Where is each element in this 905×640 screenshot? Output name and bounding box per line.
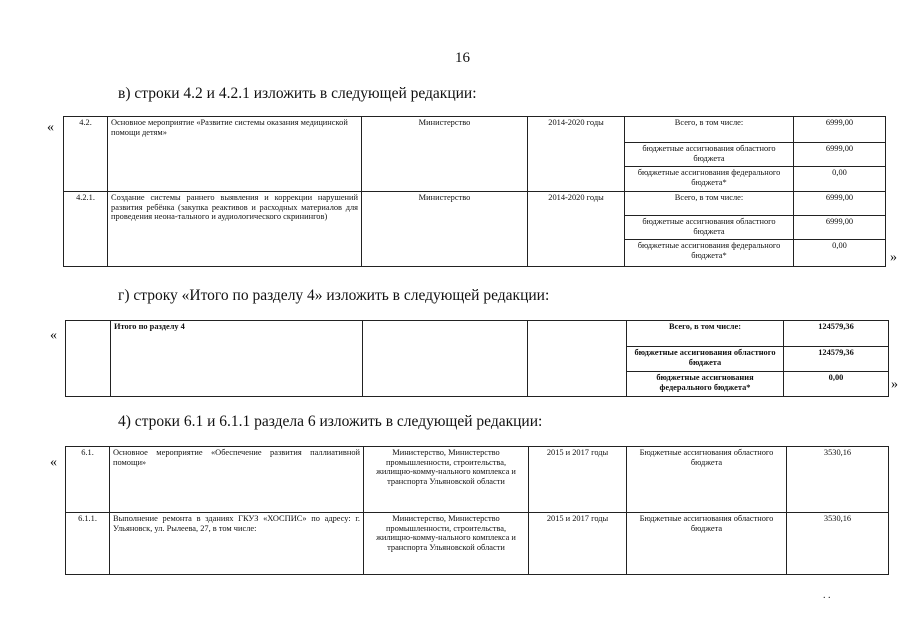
source-label: бюджетные ассигнования областного бюджета (625, 216, 794, 240)
period: 2015 и 2017 годы (529, 513, 627, 575)
table-row (64, 192, 886, 216)
section-g-heading: г) строку «Итого по разделу 4» изложить в следующей редакции: (118, 287, 550, 304)
row-number: 4.2. (64, 117, 108, 192)
period (528, 321, 627, 397)
close-quote: » (891, 377, 898, 392)
total-label: Итого по разделу 4 (111, 321, 363, 397)
row-number (66, 321, 111, 397)
table-row (66, 321, 889, 347)
source-label: Всего, в том числе: (625, 117, 794, 143)
amount: 3530,16 (787, 513, 889, 575)
source-label: Всего, в том числе: (625, 192, 794, 216)
activity-name: Выполнение ремонта в зданиях ГКУЗ «ХОСПИС» по адресу: г. Ульяновск, ул. Рылеева, 27, в том числе: (110, 513, 364, 575)
open-quote: « (50, 455, 57, 470)
row-number: 4.2.1. (64, 192, 108, 267)
executor: Министерство, Министерство промышленности, строительства, жилищно-комму-нального комплекса и транспорта Ульяновской области (364, 513, 529, 575)
executor: Министерство, Министерство промышленности, строительства, жилищно-комму-нального комплекса и транспорта Ульяновской области (364, 447, 529, 513)
section-b-heading: в) строки 4.2 и 4.2.1 изложить в следующей редакции: (118, 85, 477, 102)
table-section-b (63, 116, 886, 267)
amount: 3530,16 (787, 447, 889, 513)
table-row (66, 513, 889, 575)
amount: 0,00 (784, 372, 889, 397)
period: 2014-2020 годы (528, 192, 625, 267)
table-row (64, 117, 886, 143)
executor (363, 321, 528, 397)
source-label: Бюджетные ассигнования областного бюджета (627, 447, 787, 513)
row-number: 6.1. (66, 447, 110, 513)
table-row (66, 447, 889, 513)
amount: 124579,36 (784, 321, 889, 347)
amount: 6999,00 (794, 143, 886, 167)
executor: Министерство (362, 117, 528, 192)
table-section-4 (65, 446, 889, 575)
source-label: бюджетные ассигнования областного бюджета (625, 143, 794, 167)
row-number: 6.1.1. (66, 513, 110, 575)
open-quote: « (47, 120, 54, 135)
source-label: Бюджетные ассигнования областного бюджета (627, 513, 787, 575)
amount: 0,00 (794, 240, 886, 267)
period: 2014-2020 годы (528, 117, 625, 192)
page-number: 16 (455, 50, 470, 66)
amount: 6999,00 (794, 117, 886, 143)
table-section-g (65, 320, 889, 397)
section-4-heading: 4) строки 6.1 и 6.1.1 раздела 6 изложить в следующей редакции: (118, 413, 543, 430)
source-label: бюджетные ассигнования федерального бюджета* (627, 372, 784, 397)
amount: 6999,00 (794, 216, 886, 240)
open-quote: « (50, 328, 57, 343)
source-label: Всего, в том числе: (627, 321, 784, 347)
activity-name: Основное мероприятие «Развитие системы оказания медицинской помощи детям» (108, 117, 362, 192)
activity-name: Создание системы раннего выявления и коррекции нарушений развития ребёнка (закупка реактивов и расходных материалов для проведения неона-тального и аудиологического скринингов) (108, 192, 362, 267)
amount: 6999,00 (794, 192, 886, 216)
amount: 124579,36 (784, 347, 889, 372)
activity-name: Основное мероприятие «Обеспечение развития паллиативной помощи» (110, 447, 364, 513)
source-label: бюджетные ассигнования федерального бюджета* (625, 167, 794, 192)
amount: 0,00 (794, 167, 886, 192)
source-label: бюджетные ассигнования областного бюджета (627, 347, 784, 372)
period: 2015 и 2017 годы (529, 447, 627, 513)
source-label: бюджетные ассигнования федерального бюджета* (625, 240, 794, 267)
footer-marks: . . (823, 590, 831, 601)
close-quote: » (890, 250, 897, 265)
executor: Министерство (362, 192, 528, 267)
